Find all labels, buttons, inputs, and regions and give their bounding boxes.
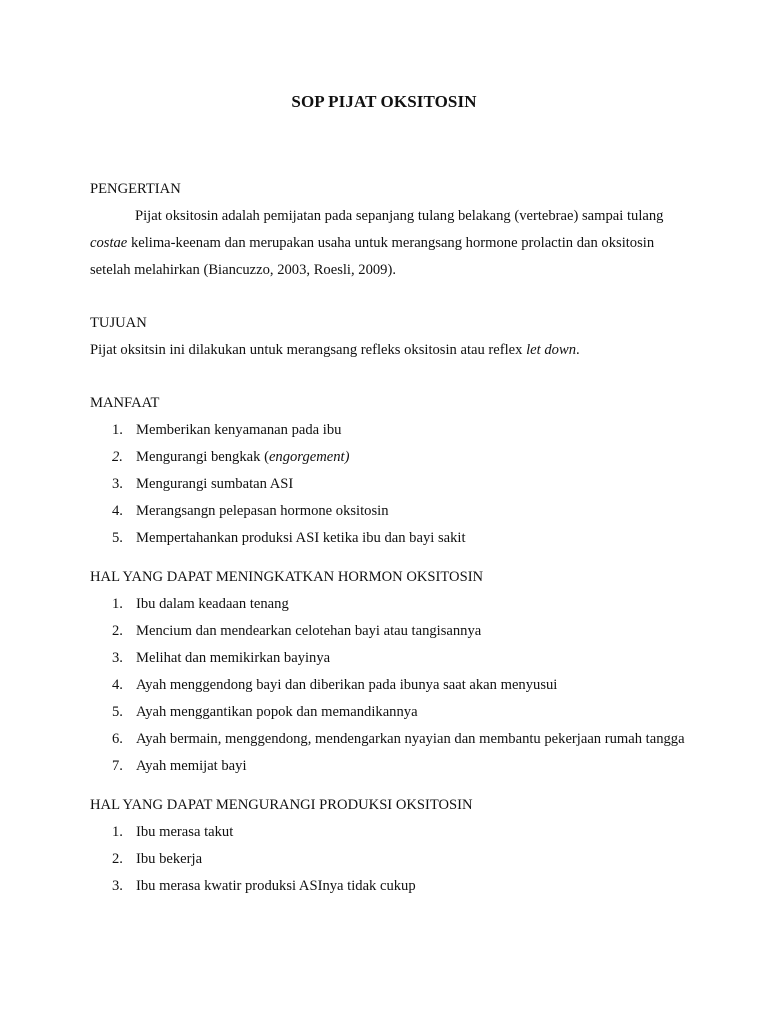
- document-body: [90, 176, 690, 900]
- list-number: 4.: [112, 503, 123, 519]
- list-item-text-italic: engorgement): [268, 449, 350, 465]
- list-item-text: Merangsangn pelepasan hormone oksitosin: [136, 503, 389, 519]
- pengertian-text-italic: costae: [90, 235, 128, 251]
- mengurangi-heading: HAL YANG DAPAT MENGURANGI PRODUKSI OKSITOSIN: [90, 797, 473, 813]
- list-number: 1.: [112, 824, 123, 840]
- list-item: [90, 471, 690, 498]
- list-item-text: Melihat dan memikirkan bayinya: [136, 650, 331, 666]
- list-item-text: Ayah menggantikan popok dan memandikannya: [136, 704, 418, 720]
- list-item-text: Ibu merasa kwatir produksi ASInya tidak cukup: [136, 878, 416, 894]
- pengertian-text-part2: kelima-keenam dan merupakan usaha untuk merangsang hormone prolactin dan oksitosin setelah melahirkan (Biancuzzo, 2003, Roesli, 2009).: [90, 235, 655, 278]
- list-number: 2.: [112, 851, 123, 867]
- pengertian-text-part1: Pijat oksitosin adalah pemijatan pada sepanjang tulang belakang (vertebrae) sampai tulang: [135, 208, 664, 224]
- list-item: [90, 618, 690, 645]
- mengurangi-list: [90, 819, 690, 900]
- list-item: [90, 498, 690, 525]
- tujuan-heading: TUJUAN: [90, 315, 147, 331]
- list-item: [90, 417, 690, 444]
- list-item: [90, 819, 690, 846]
- list-item: [90, 444, 690, 471]
- tujuan-text-italic: let down: [526, 342, 576, 358]
- list-item: [90, 873, 690, 900]
- list-number: 2.: [112, 623, 123, 639]
- pengertian-paragraph: [90, 203, 690, 284]
- list-item-text: Ibu dalam keadaan tenang: [136, 596, 289, 612]
- list-item-text: Mengurangi bengkak (: [136, 449, 269, 465]
- tujuan-paragraph: [90, 337, 690, 364]
- list-item: [90, 753, 690, 780]
- list-number: 5.: [112, 704, 123, 720]
- tujuan-text-part2: .: [576, 342, 580, 358]
- list-item-text: Mengurangi sumbatan ASI: [136, 476, 294, 492]
- list-item-text: Ibu bekerja: [136, 851, 203, 867]
- list-item: [90, 645, 690, 672]
- list-item: [90, 846, 690, 873]
- document-title: SOP PIJAT OKSITOSIN: [291, 92, 477, 111]
- list-item-text: Ibu merasa takut: [136, 824, 234, 840]
- list-item-text: Mempertahankan produksi ASI ketika ibu dan bayi sakit: [136, 530, 466, 546]
- list-number: 4.: [112, 677, 123, 693]
- list-item: [90, 699, 690, 726]
- list-item-text: Mencium dan mendearkan celotehan bayi atau tangisannya: [136, 623, 482, 639]
- list-number: 1.: [112, 422, 123, 438]
- list-item-text: Ayah memijat bayi: [136, 758, 247, 774]
- list-number: 3.: [112, 878, 123, 894]
- list-number: 2.: [112, 449, 123, 465]
- meningkatkan-list: [90, 591, 690, 780]
- list-number: 7.: [112, 758, 123, 774]
- list-item: [90, 591, 690, 618]
- list-item: [90, 726, 690, 753]
- meningkatkan-heading: HAL YANG DAPAT MENINGKATKAN HORMON OKSITOSIN: [90, 569, 484, 585]
- list-number: 6.: [112, 731, 123, 747]
- manfaat-list: [90, 417, 690, 552]
- list-number: 5.: [112, 530, 123, 546]
- pengertian-heading: PENGERTIAN: [90, 181, 181, 197]
- list-item-text: Ayah bermain, menggendong, mendengarkan nyayian dan membantu pekerjaan rumah tangga: [136, 731, 685, 747]
- manfaat-heading: MANFAAT: [90, 395, 160, 411]
- list-item-text: Memberikan kenyamanan pada ibu: [136, 422, 342, 438]
- list-item-text: Ayah menggendong bayi dan diberikan pada ibunya saat akan menyusui: [136, 677, 558, 693]
- tujuan-text-part1: Pijat oksitsin ini dilakukan untuk merangsang refleks oksitosin atau reflex: [90, 342, 527, 358]
- list-item: [90, 672, 690, 699]
- list-number: 3.: [112, 650, 123, 666]
- list-item: [90, 525, 690, 552]
- list-number: 1.: [112, 596, 123, 612]
- list-number: 3.: [112, 476, 123, 492]
